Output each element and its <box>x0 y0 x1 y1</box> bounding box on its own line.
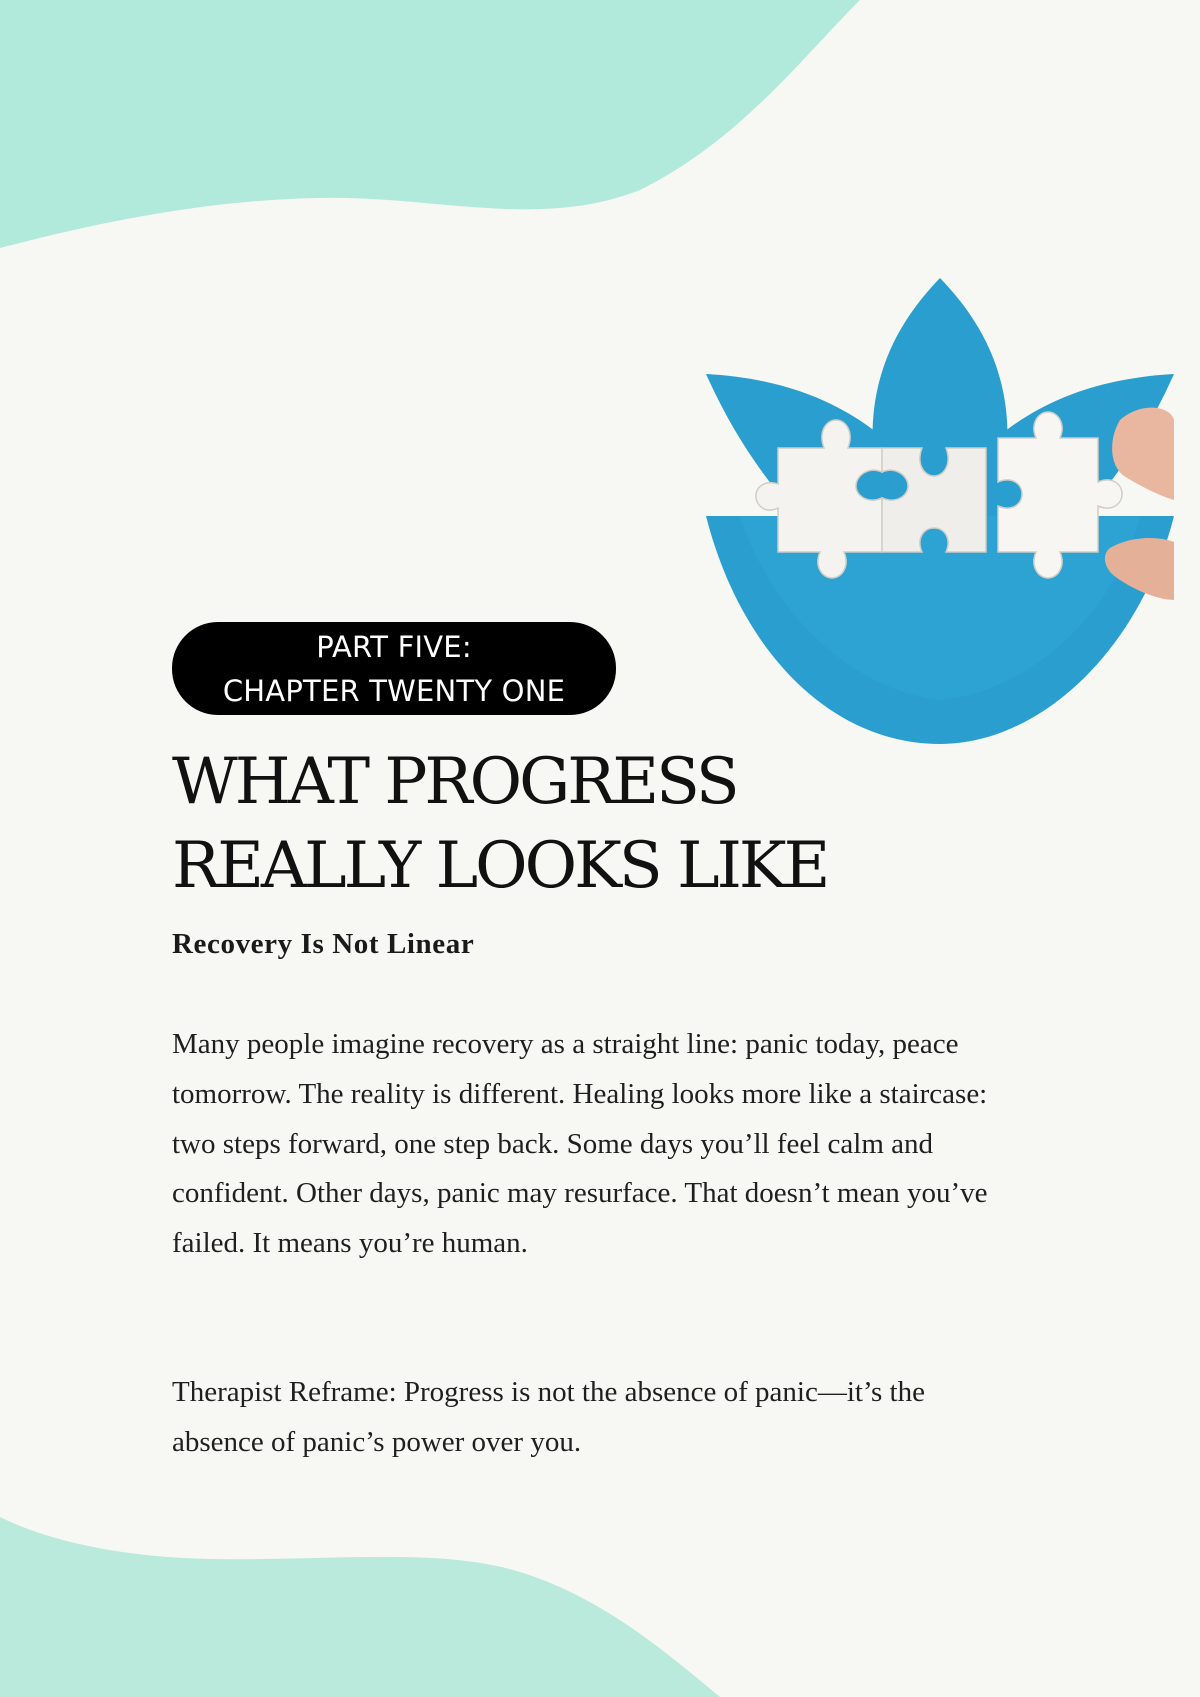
hand-left-icon <box>1112 408 1174 500</box>
body-paragraph: Many people imagine recovery as a straight line: panic today, peace tomorrow. The reality is different. Healing looks more like a staircase: two steps forward, one step back. Some days you’ll feel calm and confident. Other days, panic may resurface. That doesn’t mean you’ve failed. It means you’re human. <box>172 1028 988 1260</box>
section-heading: Recovery Is Not Linear <box>172 928 475 960</box>
chapter-label-pill <box>172 622 616 715</box>
top-wave-decoration <box>0 0 1200 260</box>
chapter-part-label: PART FIVE: <box>316 629 472 664</box>
lotus-puzzle-illustration <box>700 270 1180 750</box>
therapist-reframe-paragraph: Therapist Reframe: Progress is not the absence of panic—it’s the absence of panic’s power over you. <box>172 1376 925 1458</box>
bottom-wave-decoration <box>0 1517 1200 1697</box>
chapter-number-label: CHAPTER TWENTY ONE <box>222 673 566 708</box>
page-title <box>172 740 827 908</box>
page-title-line-1: WHAT PROGRESS <box>172 745 737 819</box>
page-title-line-2: REALLY LOOKS LIKE <box>172 829 828 903</box>
